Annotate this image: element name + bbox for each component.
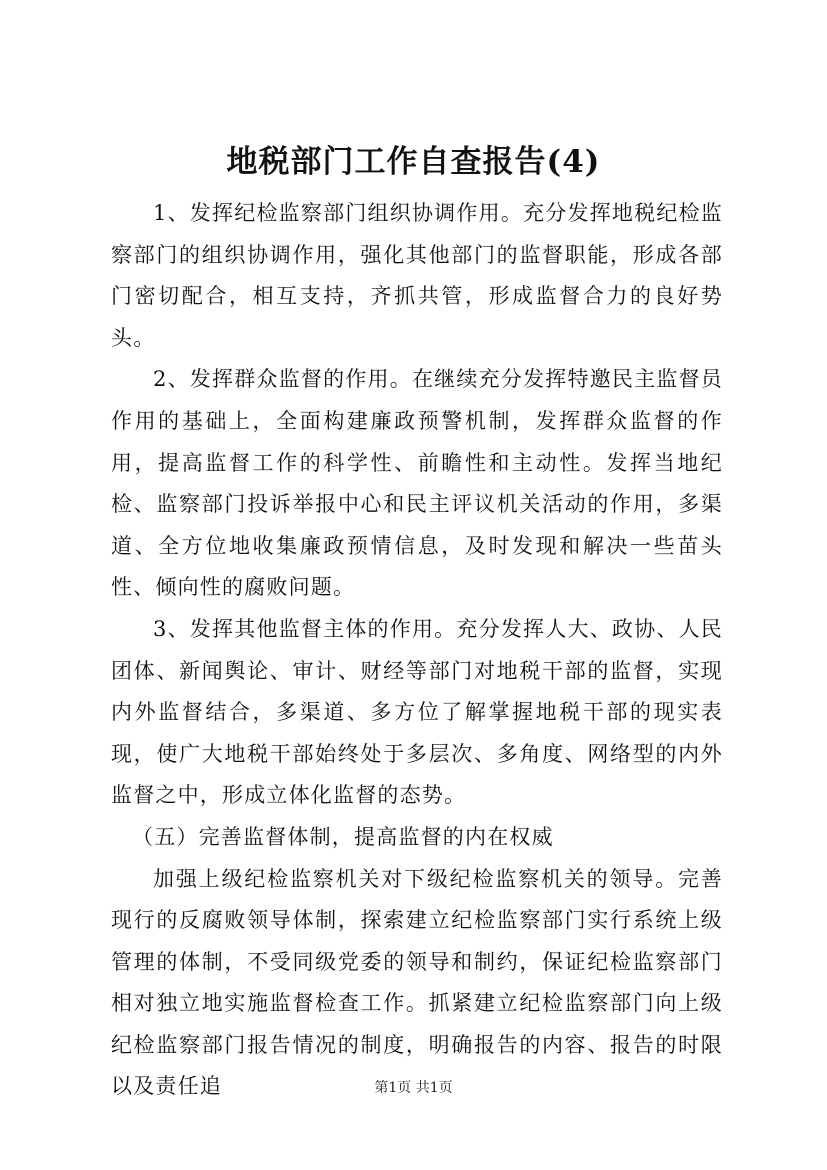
section-heading: （五）完善监督体制，提高监督的内在权威	[132, 824, 554, 849]
paragraph-3: 3、发挥其他监督主体的作用。充分发挥人大、政协、人民团体、新闻舆论、审计、财经等部门对地税干部的监督，实现内外监督结合，多渠道、多方位了解掌握地税干部的现实表现，使广大地税干部始终处于多层次、多角度、网络型的内外监督之中，形成立体化监督的态势。	[111, 616, 723, 808]
document-body	[111, 193, 723, 1108]
page-footer	[0, 1078, 827, 1098]
paragraph-1: 1、发挥纪检监察部门组织协调作用。充分发挥地税纪检监察部门的组织协调作用，强化其他部门的监督职能，形成各部门密切配合，相互支持，齐抓共管，形成监督合力的良好势头。	[111, 201, 723, 350]
paragraph-2: 2、发挥群众监督的作用。在继续充分发挥特邀民主监督员作用的基础上，全面构建廉政预警机制，发挥群众监督的作用，提高监督工作的科学性、前瞻性和主动性。发挥当地纪检、监察部门投诉举报中心和民主评议机关活动的作用，多渠道、全方位地收集廉政预情信息，及时发现和解决一些苗头性、倾向性的腐败问题。	[111, 367, 723, 600]
paragraph-4: 加强上级纪检监察机关对下级纪检监察机关的领导。完善现行的反腐败领导体制，探索建立纪检监察部门实行系统上级管理的体制，不受同级党委的领导和制约，保证纪检监察部门相对独立地实施监督检查工作。抓紧建立纪检监察部门向上级纪检监察部门报告情况的制度，明确报告的内容、报告的时限以及责任追	[111, 866, 723, 1099]
page-title: 地税部门工作自查报告(4)	[226, 144, 601, 180]
page-number-label: 第1页 共1页	[374, 1080, 453, 1096]
